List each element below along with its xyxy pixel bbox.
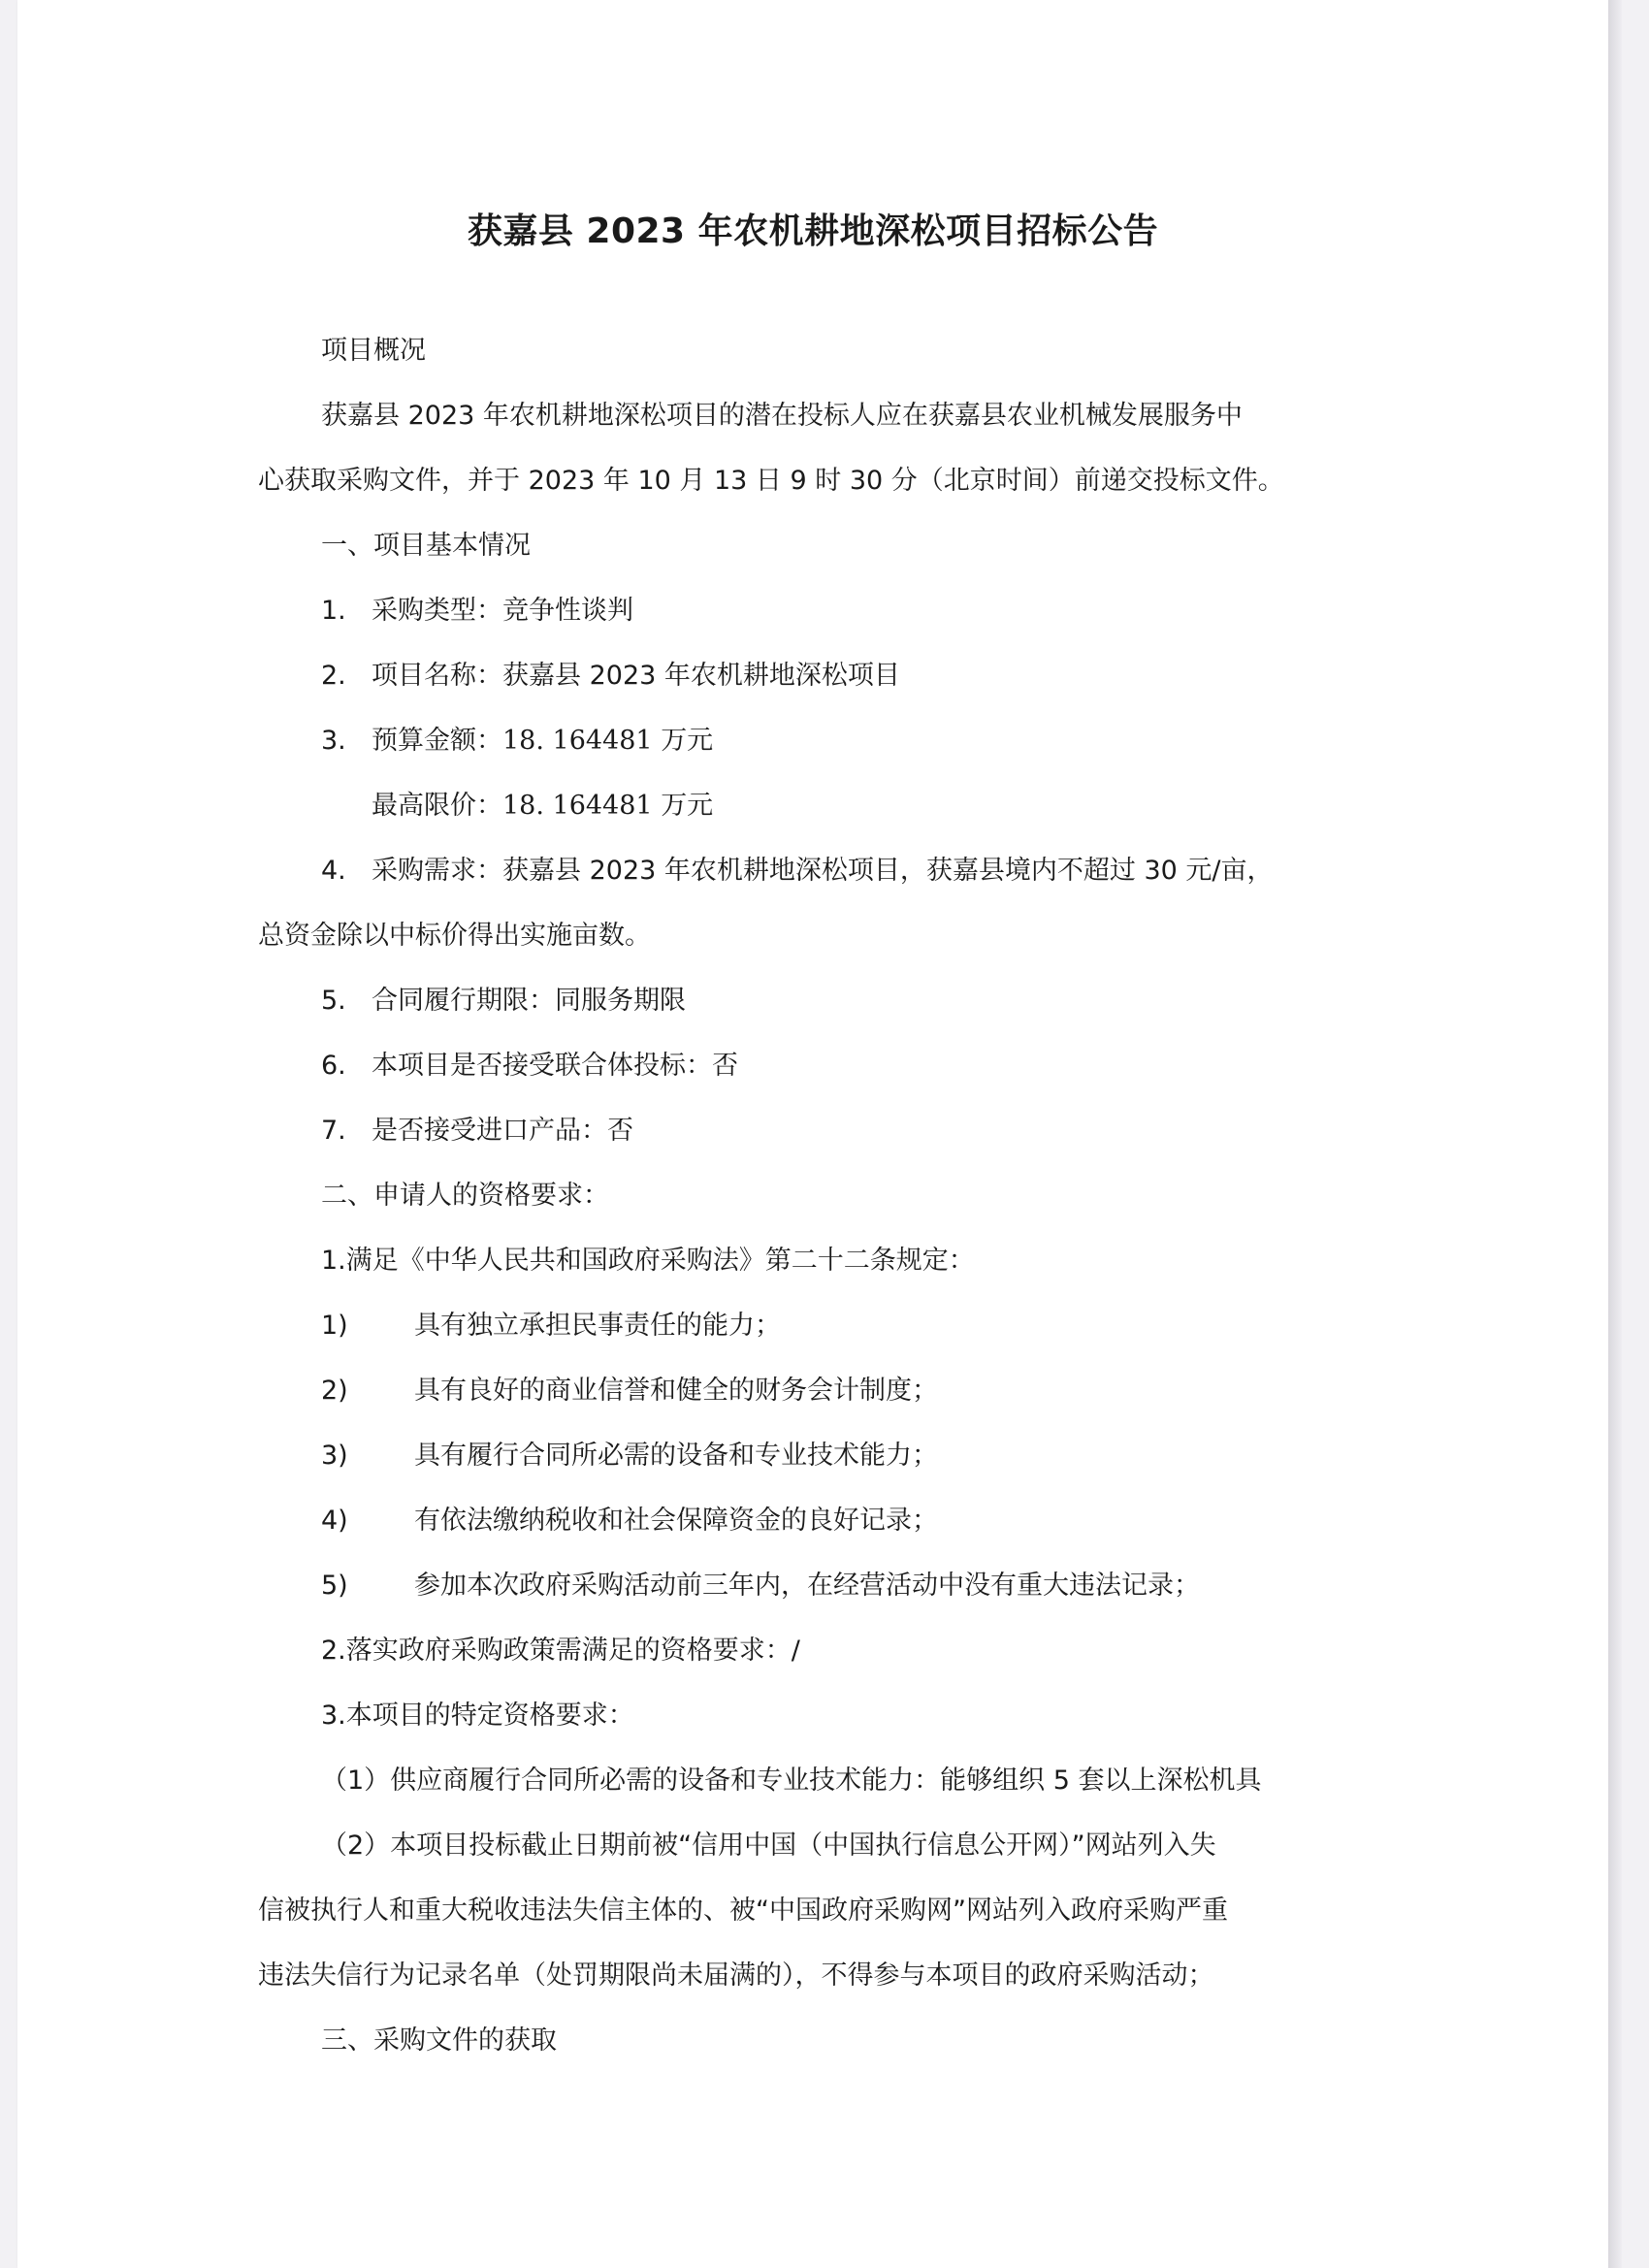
requirement-1-item xyxy=(321,1505,938,1538)
section-3-heading: 三、采购文件的获取 xyxy=(321,2025,557,2056)
section-1-heading: 一、项目基本情况 xyxy=(321,531,531,561)
basic-item-4 xyxy=(321,855,1274,888)
item-text: 采购类型：竞争性谈判 xyxy=(372,596,633,626)
item-text: 合同履行期限：同服务期限 xyxy=(372,986,686,1016)
basic-item-7 xyxy=(321,1115,633,1148)
overview-paragraph-line-1: 获嘉县 2023 年农机耕地深松项目的潜在投标人应在获嘉县农业机械发展服务中 xyxy=(321,401,1243,431)
requirement-1-item xyxy=(321,1440,938,1473)
requirement-1-heading: 1.满足《中华人民共和国政府采购法》第二十二条规定： xyxy=(321,1246,975,1276)
requirement-1-item xyxy=(321,1310,781,1343)
item-text: 具有独立承担民事责任的能力； xyxy=(414,1311,781,1341)
budget-label: 预算金额： xyxy=(372,726,502,756)
basic-item-1 xyxy=(321,595,633,628)
requirement-3-heading: 3.本项目的特定资格要求： xyxy=(321,1701,634,1731)
item-number: 4. xyxy=(321,856,346,886)
requirement-3-item-2-line-2: 信被执行人和重大税收违法失信主体的、被“中国政府采购网”网站列入政府采购严重 xyxy=(258,1895,1228,1926)
budget-unit: 万元 xyxy=(661,726,714,756)
basic-item-2 xyxy=(321,660,900,693)
basic-item-3-max-price xyxy=(372,790,713,823)
item-number: 3) xyxy=(321,1441,348,1471)
item-number: 2. xyxy=(321,661,346,691)
item-text: 本项目是否接受联合体投标：否 xyxy=(372,1051,738,1081)
requirement-3-item-1: （1）供应商履行合同所必需的设备和专业技术能力：能够组织 5 套以上深松机具 xyxy=(321,1766,1262,1796)
item-number: 1. xyxy=(321,596,346,626)
document-title: 获嘉县 2023 年农机耕地深松项目招标公告 xyxy=(467,211,1159,251)
section-2-heading: 二、申请人的资格要求： xyxy=(321,1181,609,1211)
item-text: 有依法缴纳税收和社会保障资金的良好记录； xyxy=(414,1506,938,1536)
overview-paragraph-line-2: 心获取采购文件，并于 2023 年 10 月 13 日 9 时 30 分（北京时间）前递交投标文件。 xyxy=(258,466,1284,496)
item-number: 3. xyxy=(321,726,346,756)
item-number: 7. xyxy=(321,1116,346,1146)
max-price-value: 18. 164481 xyxy=(502,791,653,821)
max-price-unit: 万元 xyxy=(661,791,714,821)
requirement-1-item xyxy=(321,1375,938,1408)
overview-heading: 项目概况 xyxy=(321,336,426,366)
scan-edge xyxy=(1608,0,1622,2268)
item-number: 6. xyxy=(321,1051,346,1081)
item-number: 1) xyxy=(321,1311,348,1341)
basic-item-5 xyxy=(321,985,686,1018)
item-number: 2) xyxy=(321,1376,348,1406)
item-number: 5) xyxy=(321,1571,348,1601)
item-text: 具有良好的商业信誉和健全的财务会计制度； xyxy=(414,1376,938,1406)
basic-item-3-budget xyxy=(321,725,713,758)
item-text: 参加本次政府采购活动前三年内，在经营活动中没有重大违法记录； xyxy=(414,1571,1200,1601)
item-text: 是否接受进口产品：否 xyxy=(372,1116,633,1146)
item-number: 4) xyxy=(321,1506,348,1536)
max-price-label: 最高限价： xyxy=(372,791,502,821)
item-text: 采购需求：获嘉县 2023 年农机耕地深松项目，获嘉县境内不超过 30 元/亩， xyxy=(372,856,1274,886)
requirement-2: 2.落实政府采购政策需满足的资格要求：/ xyxy=(321,1636,800,1666)
requirement-3-item-2-line-1: （2）本项目投标截止日期前被“信用中国（中国执行信息公开网）”网站列入失 xyxy=(321,1831,1216,1861)
item-text: 项目名称：获嘉县 2023 年农机耕地深松项目 xyxy=(372,661,900,691)
requirement-1-item xyxy=(321,1570,1200,1603)
item-number: 5. xyxy=(321,986,346,1016)
document-page xyxy=(17,0,1608,2268)
item-text: 具有履行合同所必需的设备和专业技术能力； xyxy=(414,1441,938,1471)
basic-item-6 xyxy=(321,1050,738,1083)
basic-item-4-continuation: 总资金除以中标价得出实施亩数。 xyxy=(258,921,651,951)
budget-value: 18. 164481 xyxy=(502,726,653,756)
requirement-3-item-2-line-3: 违法失信行为记录名单（处罚期限尚未届满的），不得参与本项目的政府采购活动； xyxy=(258,1960,1214,1991)
